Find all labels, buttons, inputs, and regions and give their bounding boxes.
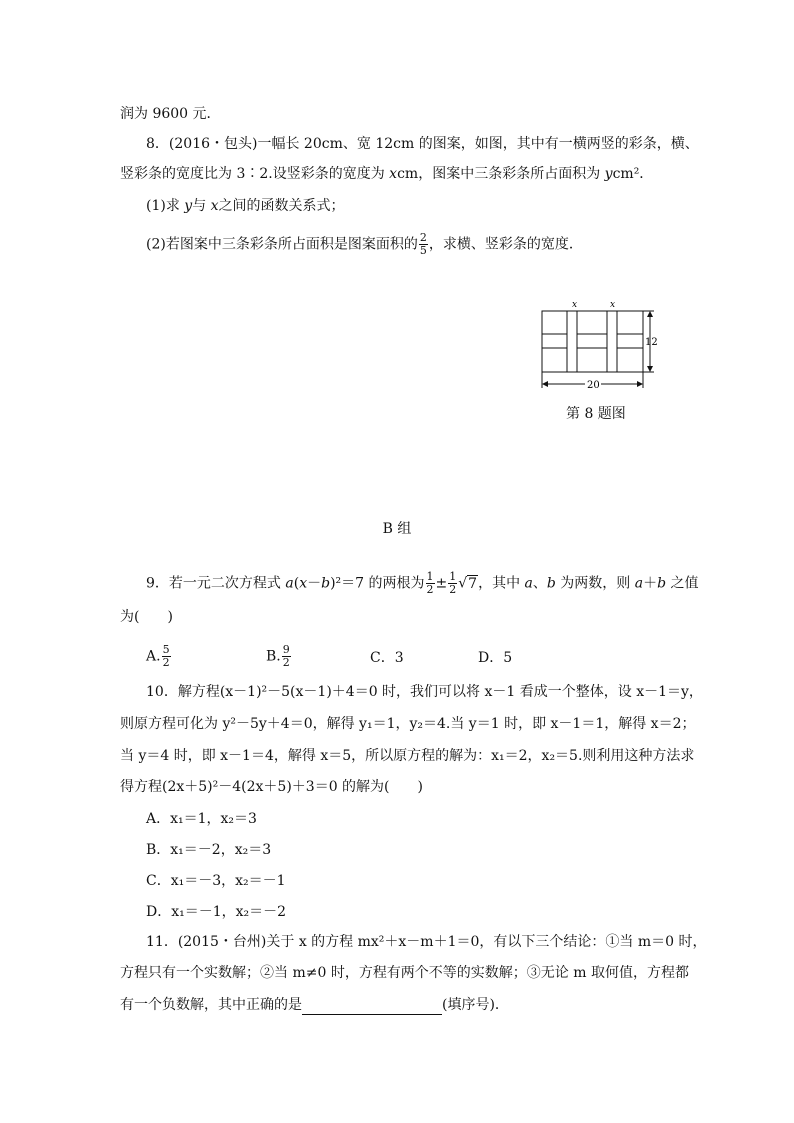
- q10-option-c[interactable]: C．x₁＝－3，x₂＝－1: [146, 873, 286, 889]
- q9-frac1-den: 2: [426, 583, 434, 596]
- q8-text2a: 竖彩条的宽度比为 3∶2.设竖彩条的宽度为: [120, 166, 390, 182]
- q8-p2-text-a: (2)若图案中三条彩条所占面积是图案面积的: [146, 236, 418, 253]
- q8-frac-den: 5: [419, 244, 427, 257]
- q9-var-a2: a: [524, 575, 533, 592]
- q9-t-r: 之值: [666, 575, 699, 592]
- q10-option-b[interactable]: B．x₁＝－2，x₂＝3: [146, 842, 272, 858]
- q9-t-e: －: [307, 575, 322, 592]
- fig-h-label: 12: [645, 337, 658, 348]
- fig-x-label-2: x: [610, 300, 616, 310]
- q9-opt-b-den: 2: [282, 656, 290, 669]
- figure-caption: 第 8 题图: [566, 406, 626, 422]
- q9-frac1-num: 1: [426, 570, 434, 583]
- q8-p1-var-y: y: [184, 198, 193, 214]
- q9-var-a: a: [285, 575, 294, 592]
- q8-source: (2016・包头): [168, 136, 258, 152]
- q10-option-d[interactable]: D．x₁＝－1，x₂＝－2: [146, 904, 287, 920]
- q9-opt-b-label: B.: [266, 648, 281, 665]
- q9-line2: 为( ): [120, 609, 173, 625]
- fig-h-arrow-top: [647, 311, 653, 317]
- q8-number: 8．: [146, 136, 169, 152]
- q8-line2: [120, 164, 653, 184]
- fig-w-label: 20: [587, 380, 600, 391]
- q8-p2-text-b: ，求横、竖彩条的宽度．: [428, 236, 583, 253]
- q10-line3: 当 y＝4 时，即 x－1＝4，解得 x＝5，所以原方程的解为：x₁＝2，x₂＝5.则利用这种方法求: [120, 748, 695, 764]
- q8-text2c: cm²．: [612, 166, 654, 182]
- q9-frac2: [448, 571, 457, 596]
- q8-part2: [146, 232, 583, 257]
- q9-t-g: )²＝7 的两根为: [330, 575, 425, 592]
- q11-text-b: (填序号)．: [442, 997, 509, 1013]
- fig-h-arrow-bottom: [647, 366, 653, 372]
- q9-t-a: 9．若一元二次方程式: [146, 575, 286, 592]
- q9-option-a[interactable]: [146, 644, 172, 669]
- q11-line1: 11．(2015・台州)关于 x 的方程 mx²＋x－m＋1＝0，有以下三个结论：①当 m＝0 时，: [146, 934, 707, 950]
- q8-part1: [146, 196, 345, 216]
- q10-line4: 得方程(2x＋5)²－4(2x＋5)＋3＝0 的解为( ): [120, 779, 423, 795]
- q9-frac2-den: 2: [449, 583, 457, 596]
- q9-opt-a-label: A.: [146, 648, 161, 665]
- q9-t-n: 为两数，则: [555, 575, 635, 592]
- q9-option-c[interactable]: C．3: [370, 650, 404, 666]
- q11-line2: 方程只有一个实数解；②当 m≠0 时，方程有两个不等的实数解；③无论 m 取何值，方程都: [120, 965, 689, 981]
- q9-t-p: ＋: [643, 575, 658, 592]
- q9-t-h: ，其中: [478, 575, 525, 592]
- fig-outer-rect: [542, 311, 643, 372]
- q9-pm: ±: [435, 575, 448, 592]
- q10-line1: 10．解方程(x－1)²－5(x－1)＋4＝0 时，我们可以将 x－1 看成一个整体，设 x－1＝y，: [146, 684, 703, 700]
- fig-w-arrow-left: [542, 381, 548, 387]
- q9-frac1: [426, 571, 435, 596]
- q9-option-b[interactable]: [266, 644, 292, 669]
- q9-radicand: 7: [468, 575, 478, 592]
- q9-var-a3: a: [634, 575, 644, 592]
- q10-line2: 则原方程可化为 y²－5y＋4＝0，解得 y₁＝1，y₂＝4.当 y＝1 时，即 x－1＝1，解得 x＝2；: [120, 716, 696, 732]
- q9-frac2-num: 1: [449, 570, 457, 583]
- q9-var-x: x: [299, 575, 308, 592]
- q8-p1-var-x: x: [210, 198, 219, 214]
- q9-opt-a-den: 2: [162, 656, 170, 669]
- q8-fraction: [419, 232, 428, 257]
- q8-var-y: y: [604, 166, 613, 182]
- q9-t-c: (: [293, 575, 300, 592]
- q9-opt-b-num: 9: [282, 643, 290, 656]
- q9-opt-a-frac: [162, 644, 171, 669]
- q9-var-b2: b: [546, 575, 556, 592]
- q8-p1-text-b: 与: [192, 198, 211, 214]
- q9-var-b: b: [321, 575, 331, 592]
- q8-p1-text-a: (1)求: [146, 198, 185, 214]
- q8-var-x: x: [389, 166, 398, 182]
- q9-radical: √: [458, 575, 468, 592]
- q9-opt-a-num: 5: [162, 643, 170, 656]
- q8-figure: [530, 296, 670, 392]
- q8-p1-text-c: 之间的函数关系式；: [218, 198, 345, 214]
- q9-line1: [146, 571, 699, 596]
- q8-text1: 一幅长 20cm、宽 12cm 的图案，如图，其中有一横两竖的彩条，横、: [257, 136, 699, 152]
- q8-line1: [146, 134, 699, 154]
- q9-t-l: 、: [532, 575, 547, 592]
- q9-var-b3: b: [657, 575, 667, 592]
- q9-option-d[interactable]: D．5: [478, 650, 513, 666]
- fig-w-arrow-right: [637, 381, 643, 387]
- q11-answer-blank[interactable]: [302, 1000, 442, 1015]
- q9-opt-b-frac: [282, 644, 291, 669]
- fig-x-label-1: x: [572, 300, 578, 310]
- q10-option-a[interactable]: A．x₁＝1，x₂＝3: [146, 811, 257, 827]
- q11-line3: [120, 995, 509, 1015]
- q11-text-a: 有一个负数解，其中正确的是: [120, 997, 302, 1013]
- q8-text2b: cm，图案中三条彩条所占面积为: [397, 166, 605, 182]
- group-b-heading: B 组: [382, 521, 412, 537]
- continued-text: 润为 9600 元．: [120, 106, 221, 122]
- q8-frac-num: 2: [419, 231, 427, 244]
